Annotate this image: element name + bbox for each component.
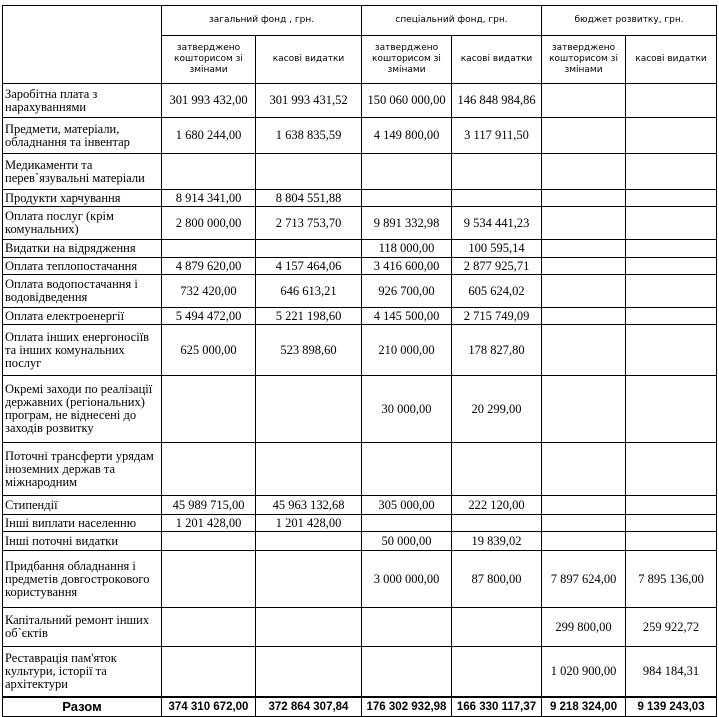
row-label: Інші поточні видатки — [3, 532, 162, 551]
value-cell: 301 993 431,52 — [256, 84, 362, 118]
value-cell: 2 713 753,70 — [256, 207, 362, 240]
value-cell: 8 914 341,00 — [162, 190, 256, 207]
value-cell: 50 000,00 — [362, 532, 452, 551]
value-cell: 4 145 500,00 — [362, 308, 452, 325]
value-cell: 646 613,21 — [256, 275, 362, 308]
table-row — [3, 240, 717, 258]
table-body — [3, 6, 717, 717]
table-row — [3, 515, 717, 532]
row-label: Оплата теплопостачання — [3, 258, 162, 275]
value-cell: 4 157 464,06 — [256, 258, 362, 275]
row-label: Капітальний ремонт інших об`єктів — [3, 608, 162, 647]
value-cell — [542, 376, 626, 443]
total-value-cell: 372 864 307,84 — [256, 697, 362, 717]
value-cell — [362, 515, 452, 532]
value-cell: 259 922,72 — [626, 608, 717, 647]
row-label: Оплата електроенергії — [3, 308, 162, 325]
value-cell: 100 595,14 — [452, 240, 542, 258]
value-cell: 625 000,00 — [162, 325, 256, 376]
value-cell: 30 000,00 — [362, 376, 452, 443]
value-cell — [162, 608, 256, 647]
table-row — [3, 647, 717, 697]
value-cell — [626, 515, 717, 532]
value-cell: 605 624,02 — [452, 275, 542, 308]
value-cell — [452, 515, 542, 532]
table-row — [3, 308, 717, 325]
value-cell — [256, 154, 362, 190]
value-cell — [542, 118, 626, 154]
value-cell: 3 416 600,00 — [362, 258, 452, 275]
value-cell: 301 993 432,00 — [162, 84, 256, 118]
row-label: Предмети, матеріали, обладнання та інвентар — [3, 118, 162, 154]
value-cell: 8 804 551,88 — [256, 190, 362, 207]
total-value-cell: 9 139 243,03 — [626, 697, 717, 717]
group-header-row — [3, 6, 717, 36]
total-value-cell: 9 218 324,00 — [542, 697, 626, 717]
table-row — [3, 118, 717, 154]
value-cell — [542, 207, 626, 240]
value-cell: 3 117 911,50 — [452, 118, 542, 154]
value-cell — [542, 275, 626, 308]
value-cell — [542, 190, 626, 207]
table-row — [3, 207, 717, 240]
cash-expenses-header: касові видатки — [256, 36, 362, 84]
value-cell — [162, 532, 256, 551]
value-cell: 2 715 749,09 — [452, 308, 542, 325]
table-row — [3, 551, 717, 608]
row-label: Медикаменти та перев`язувальні матеріали — [3, 154, 162, 190]
value-cell — [542, 443, 626, 496]
value-cell — [542, 258, 626, 275]
value-cell: 732 420,00 — [162, 275, 256, 308]
value-cell: 45 989 715,00 — [162, 496, 256, 515]
value-cell: 210 000,00 — [362, 325, 452, 376]
value-cell — [452, 443, 542, 496]
value-cell — [542, 308, 626, 325]
value-cell — [626, 275, 717, 308]
table-row — [3, 608, 717, 647]
value-cell — [626, 190, 717, 207]
value-cell — [452, 190, 542, 207]
table-row — [3, 84, 717, 118]
total-value-cell: 374 310 672,00 — [162, 697, 256, 717]
value-cell — [626, 532, 717, 551]
table-row — [3, 154, 717, 190]
value-cell: 4 149 800,00 — [362, 118, 452, 154]
table-row — [3, 190, 717, 207]
value-cell: 4 879 620,00 — [162, 258, 256, 275]
approved-header: затверджено кошторисом зі змінами — [362, 36, 452, 84]
value-cell: 7 897 624,00 — [542, 551, 626, 608]
cash-expenses-header: касові видатки — [626, 36, 717, 84]
table-row — [3, 376, 717, 443]
value-cell: 984 184,31 — [626, 647, 717, 697]
row-label: Інші виплати населенню — [3, 515, 162, 532]
value-cell — [162, 154, 256, 190]
value-cell: 5 494 472,00 — [162, 308, 256, 325]
total-value-cell: 166 330 117,37 — [452, 697, 542, 717]
value-cell: 45 963 132,68 — [256, 496, 362, 515]
value-cell: 1 201 428,00 — [256, 515, 362, 532]
value-cell — [626, 154, 717, 190]
value-cell — [626, 496, 717, 515]
row-label: Заробітна плата з нарахуваннями — [3, 84, 162, 118]
value-cell: 3 000 000,00 — [362, 551, 452, 608]
value-cell — [542, 496, 626, 515]
value-cell: 5 221 198,60 — [256, 308, 362, 325]
value-cell — [362, 443, 452, 496]
value-cell: 1 680 244,00 — [162, 118, 256, 154]
value-cell: 87 800,00 — [452, 551, 542, 608]
row-label: Окремі заходи по реалізації державних (регіональних) програм, не віднесені до заходів розвитку — [3, 376, 162, 443]
value-cell — [626, 443, 717, 496]
value-cell: 1 201 428,00 — [162, 515, 256, 532]
value-cell — [256, 647, 362, 697]
value-cell — [542, 240, 626, 258]
value-cell: 2 877 925,71 — [452, 258, 542, 275]
value-cell — [162, 376, 256, 443]
value-cell — [256, 443, 362, 496]
general-fund-header: загальний фонд , грн. — [162, 6, 362, 36]
row-label: Видатки на відрядження — [3, 240, 162, 258]
value-cell — [362, 190, 452, 207]
table-row — [3, 258, 717, 275]
table-row — [3, 325, 717, 376]
total-row — [3, 697, 717, 717]
value-cell: 20 299,00 — [452, 376, 542, 443]
value-cell — [256, 551, 362, 608]
value-cell — [256, 608, 362, 647]
value-cell — [626, 258, 717, 275]
value-cell — [452, 608, 542, 647]
value-cell — [452, 647, 542, 697]
value-cell: 299 800,00 — [542, 608, 626, 647]
table-row — [3, 275, 717, 308]
value-cell: 2 800 000,00 — [162, 207, 256, 240]
value-cell: 7 895 136,00 — [626, 551, 717, 608]
value-cell — [256, 532, 362, 551]
row-label: Оплата водопостачання і водовідведення — [3, 275, 162, 308]
corner-cell — [3, 6, 162, 84]
value-cell — [542, 154, 626, 190]
value-cell — [256, 240, 362, 258]
value-cell: 146 848 984,86 — [452, 84, 542, 118]
row-label: Оплата послуг (крім комунальних) — [3, 207, 162, 240]
approved-header: затверджено кошторисом зі змінами — [162, 36, 256, 84]
value-cell: 305 000,00 — [362, 496, 452, 515]
table-row — [3, 532, 717, 551]
value-cell — [542, 325, 626, 376]
value-cell — [626, 118, 717, 154]
value-cell: 222 120,00 — [452, 496, 542, 515]
value-cell — [362, 608, 452, 647]
value-cell: 926 700,00 — [362, 275, 452, 308]
value-cell — [162, 240, 256, 258]
value-cell: 9 534 441,23 — [452, 207, 542, 240]
value-cell: 19 839,02 — [452, 532, 542, 551]
value-cell — [362, 154, 452, 190]
development-budget-header: бюджет розвитку, грн. — [542, 6, 717, 36]
row-label: Оплата інших енергоносіїв та інших комунальних послуг — [3, 325, 162, 376]
value-cell — [626, 84, 717, 118]
cash-expenses-header: касові видатки — [452, 36, 542, 84]
row-label: Реставрація пам'яток культури, історії та архітектури — [3, 647, 162, 697]
value-cell — [162, 647, 256, 697]
row-label: Поточні трансферти урядам іноземних держав та міжнародним — [3, 443, 162, 496]
table-row — [3, 496, 717, 515]
value-cell — [256, 376, 362, 443]
value-cell — [362, 647, 452, 697]
value-cell: 150 060 000,00 — [362, 84, 452, 118]
value-cell — [626, 325, 717, 376]
special-fund-header: спеціальний фонд, грн. — [362, 6, 542, 36]
total-value-cell: 176 302 932,98 — [362, 697, 452, 717]
value-cell: 1 638 835,59 — [256, 118, 362, 154]
value-cell — [626, 308, 717, 325]
value-cell: 178 827,80 — [452, 325, 542, 376]
value-cell: 1 020 900,00 — [542, 647, 626, 697]
value-cell — [162, 551, 256, 608]
value-cell: 523 898,60 — [256, 325, 362, 376]
value-cell — [542, 84, 626, 118]
approved-header: затверджено кошторисом зі змінами — [542, 36, 626, 84]
value-cell: 118 000,00 — [362, 240, 452, 258]
row-label: Придбання обладнання і предметів довгострокового користування — [3, 551, 162, 608]
budget-table — [2, 5, 717, 717]
value-cell — [162, 443, 256, 496]
value-cell — [626, 240, 717, 258]
row-label: Продукти харчування — [3, 190, 162, 207]
value-cell — [542, 515, 626, 532]
value-cell: 9 891 332,98 — [362, 207, 452, 240]
value-cell — [626, 376, 717, 443]
value-cell — [452, 154, 542, 190]
row-label: Стипендії — [3, 496, 162, 515]
total-label: Разом — [3, 697, 162, 717]
table-row — [3, 443, 717, 496]
value-cell — [542, 532, 626, 551]
value-cell — [626, 207, 717, 240]
